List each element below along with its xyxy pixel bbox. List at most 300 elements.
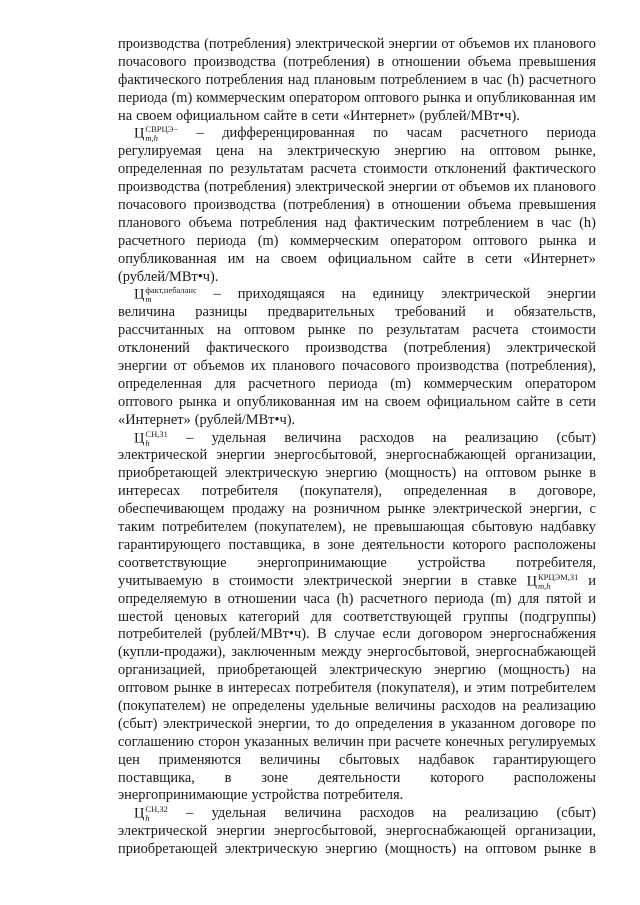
text-word: на — [581, 662, 596, 679]
text-word: электрическую — [329, 662, 422, 679]
text-word: с — [589, 501, 596, 518]
text-word: величины — [259, 751, 321, 768]
text-word: фактического — [118, 71, 202, 88]
text-word: (потребления) — [283, 197, 371, 214]
text-word: сети — [569, 393, 596, 410]
text-word: расчетного — [118, 232, 186, 249]
text-word: энергию — [325, 841, 378, 858]
text-word: (m) — [257, 232, 279, 249]
text-word: отклонений — [434, 161, 507, 178]
text-line — [118, 573, 596, 591]
text-line — [118, 752, 596, 770]
text-word: электрической — [295, 179, 385, 196]
formula-symbol — [134, 805, 168, 823]
text-word: электрической — [506, 340, 596, 357]
text-word: почасового — [341, 358, 411, 375]
text-word: и — [588, 232, 596, 249]
text-word: удельная — [211, 429, 267, 446]
text-word: на — [502, 697, 517, 714]
text-word: отношении — [391, 197, 461, 214]
text-word: фактического — [206, 340, 290, 357]
text-word: электрической — [118, 447, 208, 464]
text-line — [118, 233, 596, 251]
text-word: их — [250, 358, 266, 375]
text-word: своем — [280, 250, 317, 267]
text-word: энергосбытовой, — [367, 644, 470, 661]
text-line — [118, 412, 596, 430]
text-word: расчете — [395, 733, 442, 750]
text-word: указанном — [451, 715, 515, 732]
text-word: требований — [395, 304, 466, 321]
text-word: рынка — [178, 393, 217, 410]
text-word: расположены — [513, 769, 596, 786]
text-word: договором — [417, 626, 483, 643]
text-word: и — [588, 590, 596, 607]
text-word: расчетного — [360, 590, 428, 607]
text-word: час — [551, 214, 572, 231]
text-word: рынке — [387, 501, 426, 518]
text-word: им — [227, 250, 245, 267]
text-line — [118, 108, 596, 126]
text-word: поставщика, — [228, 536, 306, 553]
formula-superscript: КРЦЭМ,З1 — [537, 571, 579, 582]
formula-symbol-base: Ц — [526, 573, 537, 590]
text-word: устройства — [417, 554, 486, 571]
text-word: энергии — [388, 36, 438, 52]
formula-symbol — [134, 430, 168, 448]
text-word: над — [324, 214, 347, 231]
text-word: планового — [272, 358, 336, 375]
text-word: в — [589, 841, 596, 858]
text-word: периода — [434, 590, 484, 607]
text-line — [118, 805, 596, 823]
text-word: периода — [118, 89, 168, 106]
text-word: в — [438, 715, 446, 732]
text-word: на — [463, 465, 478, 482]
text-line — [118, 197, 596, 215]
text-word: на — [258, 143, 273, 160]
text-word: розничном — [313, 501, 381, 518]
text-word: энергии, — [258, 715, 311, 732]
text-word: фактического — [512, 161, 596, 178]
text-word: в — [509, 483, 516, 500]
text-word: таким — [118, 519, 155, 536]
text-word: энергии — [216, 447, 266, 464]
text-word: в — [212, 572, 220, 589]
text-line — [118, 161, 596, 179]
text-word: потребителя — [201, 483, 279, 500]
text-word: «Интернет» — [342, 107, 416, 124]
text-word: приходящаяся — [237, 286, 325, 303]
text-word: почасового — [118, 53, 187, 70]
text-word: потребителей — [118, 626, 202, 643]
text-word: которого — [452, 536, 507, 553]
text-line — [118, 358, 596, 376]
text-word: отношении — [227, 590, 297, 607]
text-word: опубликованная — [236, 393, 336, 410]
text-word: цен — [118, 751, 140, 768]
text-line — [118, 591, 596, 609]
text-word: от — [441, 179, 455, 196]
text-word: сбытовых — [339, 751, 400, 768]
text-word: определены — [232, 697, 305, 714]
text-word: и — [463, 680, 472, 697]
text-word: то — [316, 715, 330, 732]
text-word: удельные — [311, 697, 369, 714]
text-word: цена — [215, 143, 245, 160]
text-line — [118, 770, 596, 788]
text-word: зоне — [261, 769, 289, 786]
formula-superscript: СН,З1 — [145, 428, 168, 439]
text-word: применяются — [158, 751, 242, 768]
text-word: своем — [136, 107, 173, 124]
text-word: объема — [467, 53, 512, 70]
text-word: оператором — [289, 89, 361, 106]
text-word: на — [432, 429, 447, 446]
document-text-column — [118, 36, 596, 859]
formula-subscript: m — [145, 294, 152, 305]
text-word: оптовом — [118, 680, 169, 697]
text-word: организации, — [515, 447, 596, 464]
text-word: электрическую — [225, 841, 318, 858]
text-word: расположены — [513, 536, 596, 553]
text-word: в — [471, 71, 478, 88]
text-word: (рублей/МВт•ч). — [209, 626, 310, 643]
text-word: организацией, — [118, 662, 206, 679]
text-word: между — [321, 644, 362, 661]
text-word: регулируемых — [508, 733, 596, 750]
text-word: (рублей/МВт•ч). — [118, 268, 219, 285]
text-word: рынка — [539, 232, 577, 249]
text-line — [118, 36, 596, 54]
text-word: своем — [384, 393, 421, 410]
text-word: стоимости — [363, 161, 428, 178]
text-word: единицу — [372, 286, 425, 303]
text-line — [118, 340, 596, 358]
text-word: оператором — [524, 375, 596, 392]
text-word: энергии — [216, 823, 266, 840]
text-word: энергопринимающие — [118, 787, 248, 804]
text-word: предварительных — [267, 304, 375, 321]
text-word: (h) — [579, 214, 596, 231]
text-word: не — [352, 519, 367, 536]
text-word: сети — [311, 107, 339, 124]
text-word: энергию — [434, 662, 486, 679]
text-word: официальном — [176, 107, 260, 124]
text-word: пятой — [546, 590, 582, 607]
text-word: в — [467, 250, 474, 267]
text-word: рынке — [544, 465, 582, 482]
formula-symbol — [527, 573, 579, 591]
text-word: их — [514, 179, 529, 196]
text-word: – — [213, 286, 221, 303]
text-word: энергии — [547, 286, 596, 303]
text-word: расходов — [359, 429, 415, 446]
text-word: (рублей/МВт•ч). — [194, 411, 296, 428]
text-word: приобретающей — [217, 662, 317, 679]
text-word: по — [358, 322, 374, 339]
text-word: соглашению — [118, 733, 194, 750]
text-line — [118, 286, 596, 304]
text-word: энергии — [388, 179, 438, 196]
text-word: обеспечивающем — [118, 501, 225, 518]
text-line — [118, 54, 596, 72]
text-line — [118, 519, 596, 537]
text-line — [118, 734, 596, 752]
text-line — [118, 215, 596, 233]
text-line — [118, 644, 596, 662]
text-word: величина — [284, 429, 342, 446]
text-word: планового — [533, 36, 596, 52]
text-word: электрической — [295, 36, 385, 52]
text-word: часам — [406, 125, 443, 142]
text-word: если — [382, 626, 411, 643]
text-word: договоре, — [537, 483, 596, 500]
text-word: периода — [546, 125, 596, 142]
text-word: не — [211, 697, 226, 714]
text-word: величина — [284, 805, 342, 822]
text-line — [118, 680, 596, 698]
text-word: (сбыт) — [556, 429, 596, 446]
text-line — [118, 787, 596, 805]
text-word: производства — [193, 53, 276, 70]
text-line — [118, 304, 596, 322]
text-word: величин — [313, 733, 364, 750]
text-word: которого — [430, 769, 484, 786]
text-word: результатам — [386, 322, 460, 339]
text-word: оптовом — [489, 143, 541, 160]
text-word: определения — [355, 715, 433, 732]
text-word: реализацию — [464, 429, 539, 446]
text-word: (сбыт) — [118, 715, 158, 732]
text-word: оптовом — [244, 322, 295, 339]
text-word: расчетного — [528, 71, 596, 88]
text-word: энергоснабжающей — [385, 447, 507, 464]
text-word: производства — [118, 179, 200, 196]
text-word: для — [518, 590, 540, 607]
text-word: устройства — [251, 787, 320, 804]
text-word: рынке — [173, 680, 212, 697]
text-word: электрической — [163, 715, 253, 732]
text-word: «Интернет» — [523, 250, 596, 267]
text-word: (h) — [336, 590, 354, 607]
text-word: в — [461, 572, 468, 589]
text-word: энергии — [402, 572, 452, 589]
text-word: надбавку — [540, 519, 596, 536]
text-word: (мощность) — [384, 841, 457, 858]
text-word: периода — [328, 375, 378, 392]
text-word: расчетного — [460, 125, 529, 142]
text-word: сайте — [516, 393, 550, 410]
text-word: рынке — [544, 841, 582, 858]
text-word: отклонений — [118, 340, 190, 357]
text-word: опубликованная — [476, 89, 576, 106]
formula-subscript: h — [145, 437, 150, 448]
text-word: (потребления) — [283, 53, 371, 70]
text-word: – — [196, 125, 204, 142]
text-word: (мощность) — [498, 662, 570, 679]
text-word: в — [313, 536, 320, 553]
text-word: потребителя. — [323, 787, 404, 804]
text-word: энергоснабжения — [489, 626, 596, 643]
text-word: разницы — [195, 304, 248, 321]
text-word: группы — [462, 608, 509, 625]
text-word: конечных — [445, 733, 505, 750]
text-word: оптовом — [485, 465, 537, 482]
text-line — [118, 537, 596, 555]
text-word: рынка — [422, 89, 461, 106]
text-word: коммерческим — [289, 232, 379, 249]
text-line — [118, 322, 596, 340]
text-word: по — [208, 161, 224, 178]
text-word: по — [581, 715, 596, 732]
text-word: в — [214, 590, 221, 607]
text-word: расходов — [441, 697, 496, 714]
text-word: – — [186, 429, 194, 446]
text-word: энергию — [325, 465, 378, 482]
text-word: потреблением — [380, 71, 467, 88]
text-line — [118, 447, 596, 465]
text-word: величина — [118, 304, 176, 321]
text-word: договоре — [520, 715, 576, 732]
text-word: в — [377, 197, 385, 214]
text-word: на — [292, 501, 307, 518]
formula-symbol — [134, 286, 197, 304]
text-line — [118, 90, 596, 108]
text-word: планового — [118, 214, 181, 231]
text-line — [118, 143, 596, 161]
text-line — [118, 179, 596, 197]
text-word: категорий — [238, 608, 300, 625]
text-word: фактическим — [354, 214, 435, 231]
text-word: (потребления) — [403, 340, 491, 357]
text-word: сбытовую — [471, 519, 533, 536]
text-word: часа — [303, 590, 330, 607]
text-word: коммерческим — [196, 89, 286, 106]
text-word: в — [589, 465, 596, 482]
text-line — [118, 125, 596, 143]
text-line — [118, 483, 596, 501]
text-word: превышения — [518, 53, 596, 70]
text-word: в — [216, 680, 224, 697]
text-word: расходов — [359, 805, 415, 822]
text-word: определенная — [118, 161, 202, 178]
text-word: в — [224, 769, 232, 786]
formula-symbol — [134, 125, 178, 143]
text-word: – — [186, 805, 194, 822]
text-word: расчета — [310, 161, 357, 178]
text-word: шестой — [118, 608, 164, 625]
text-word: объемов — [193, 358, 245, 375]
text-word: (покупателя), — [299, 483, 382, 500]
text-line — [118, 72, 596, 90]
text-word: приобретающей — [118, 841, 218, 858]
text-word: коммерческим — [423, 375, 513, 392]
text-line — [118, 823, 596, 841]
formula-superscript: факт,небаланс — [145, 285, 197, 296]
text-word: энергии — [118, 358, 167, 375]
text-word: потребителем — [161, 519, 248, 536]
text-word: сети — [485, 250, 513, 267]
text-word: сторон — [198, 733, 241, 750]
text-line — [118, 698, 596, 716]
text-word: определяемую — [118, 590, 208, 607]
text-word: и — [464, 89, 473, 106]
text-word: приобретающей — [118, 465, 218, 482]
text-line — [118, 609, 596, 627]
text-word: интересах — [228, 680, 291, 697]
text-line — [118, 394, 596, 412]
text-word: оптового — [118, 393, 173, 410]
text-line — [118, 269, 596, 287]
text-word: организации, — [515, 823, 596, 840]
text-line — [118, 841, 596, 859]
text-word: (купли-продажи), — [118, 644, 226, 661]
text-word: случае — [334, 626, 375, 643]
text-word: интересах — [118, 483, 181, 500]
text-word: в — [556, 393, 563, 410]
text-word: до — [335, 715, 350, 732]
text-word: отношении — [391, 53, 461, 70]
text-word: превышения — [518, 197, 596, 214]
text-word: потребителя, — [516, 554, 596, 571]
text-word: энергосбытовой, — [274, 447, 377, 464]
text-word: энергии, — [529, 501, 582, 518]
text-word: энергоснабжающей — [475, 644, 596, 661]
text-word: (h) — [507, 71, 525, 88]
text-word: и — [486, 304, 494, 321]
text-word: определенная — [118, 375, 202, 392]
text-word: производства — [305, 340, 388, 357]
text-word: указанных — [244, 733, 309, 750]
text-word: расчетного — [248, 375, 316, 392]
text-line — [118, 555, 596, 573]
text-word: оператором — [390, 232, 462, 249]
text-word: объема — [188, 214, 233, 231]
text-word: для — [214, 375, 236, 392]
text-word: и — [588, 572, 596, 589]
text-word: (m) — [171, 89, 193, 106]
text-word: на — [463, 841, 478, 858]
text-word: (потребления), — [505, 358, 596, 375]
text-word: в — [301, 107, 308, 124]
formula-symbol-base: Ц — [134, 125, 145, 142]
text-word: регулируемая — [118, 143, 202, 160]
text-word: официальном — [426, 393, 511, 410]
text-word: объемов — [458, 36, 510, 52]
text-word: почасового — [118, 197, 187, 214]
text-word: сайте — [263, 107, 297, 124]
text-line — [118, 501, 596, 519]
text-word: объемов — [458, 179, 510, 196]
text-line — [118, 716, 596, 734]
text-word: ценовых — [174, 608, 228, 625]
text-word: энергию — [394, 143, 447, 160]
text-word: периода — [196, 232, 247, 249]
text-word: (m) — [490, 590, 512, 607]
text-word: официальном — [327, 250, 412, 267]
text-word: электрической — [441, 286, 531, 303]
text-word: гарантирующего — [493, 751, 596, 768]
text-word: их — [514, 36, 529, 52]
formula-subscript: m,h — [145, 133, 158, 144]
text-word: ставке — [477, 572, 517, 589]
text-word: от — [173, 358, 187, 375]
formula-subscript: h — [145, 813, 150, 824]
text-line — [118, 662, 596, 680]
text-word: реализацию — [464, 805, 539, 822]
text-word: (подгруппы) — [519, 608, 596, 625]
